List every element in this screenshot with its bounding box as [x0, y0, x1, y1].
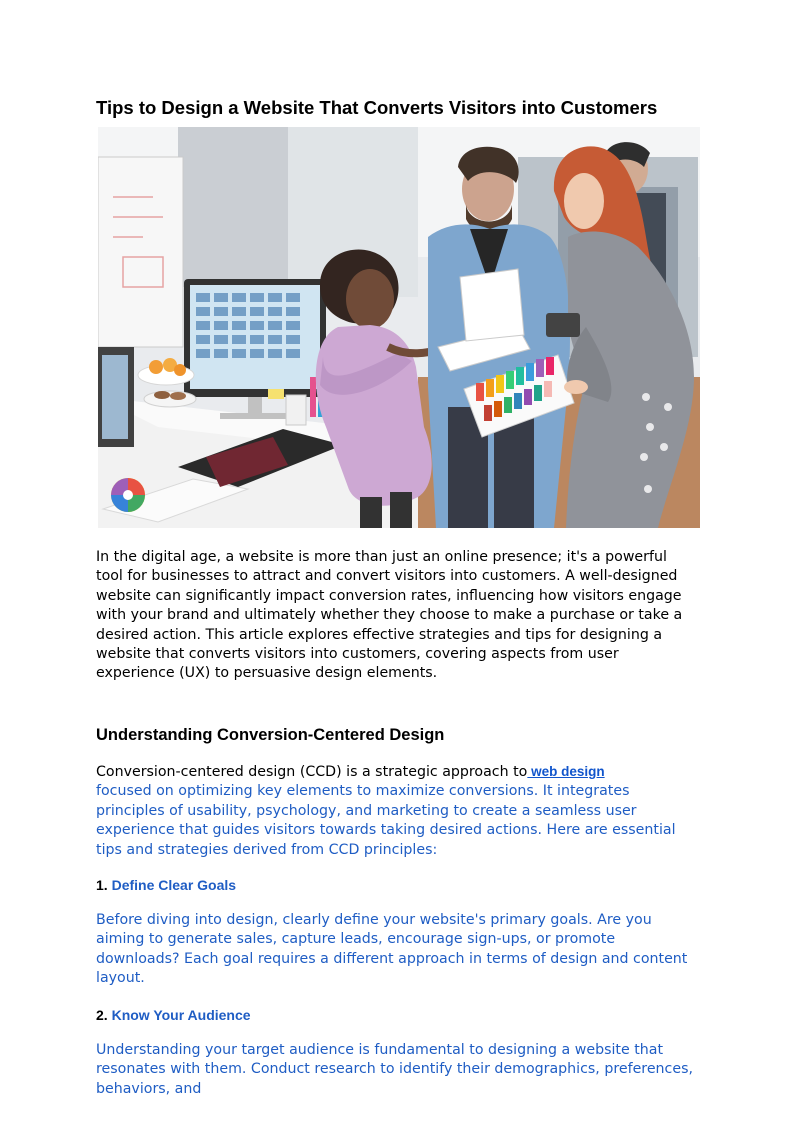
ccd-rest-text: focused on optimizing key elements to maximize conversions. It integrates principles of usability, psychology, and marketing to create a seamless user experience that guides visitors towards taking desired actions. Here are essential tips and strategies derived from CCD principles:	[96, 783, 676, 858]
photo-team-reviewing-color-swatches-icon	[98, 127, 700, 528]
web-design-link[interactable]: web design	[527, 764, 605, 779]
hero-photo	[98, 127, 700, 528]
tip-2-body: Understanding your target audience is fundamental to designing a website that resonates with them. Conduct research to identify their demographics, preferences, behaviors, and	[96, 1042, 693, 1097]
intro-paragraph: In the digital age, a website is more than just an online presence; it's a powerful tool for businesses to attract and convert visitors into customers. A well-designed website can significantly impact conversion rates, influencing how visitors engage with your brand and ultimately whether they choose to make a purchase or take a desired action. This article explores effective strategies and tips for designing a website that converts visitors into customers, covering aspects from user experience (UX) to persuasive design elements.	[96, 549, 683, 682]
article-title: Tips to Design a Website That Converts Visitors into Customers	[96, 97, 658, 118]
tip-1-heading	[96, 876, 236, 894]
ccd-paragraph	[96, 762, 696, 860]
tip-2-heading	[96, 1006, 251, 1024]
tip-2-number: 2.	[96, 1007, 108, 1023]
ccd-lead-text: Conversion-centered design (CCD) is a strategic approach to	[96, 764, 528, 780]
tip-2-title: Know Your Audience	[111, 1007, 251, 1023]
section-heading: Understanding Conversion-Centered Design	[96, 726, 445, 744]
tip-1-title: Define Clear Goals	[111, 877, 237, 893]
tip-1-number: 1.	[96, 877, 108, 893]
tip-1-body: Before diving into design, clearly define your website's primary goals. Are you aiming to generate sales, capture leads, encourage sign-ups, or promote downloads? Each goal requires a different approach in terms of design and content layout.	[96, 912, 688, 987]
